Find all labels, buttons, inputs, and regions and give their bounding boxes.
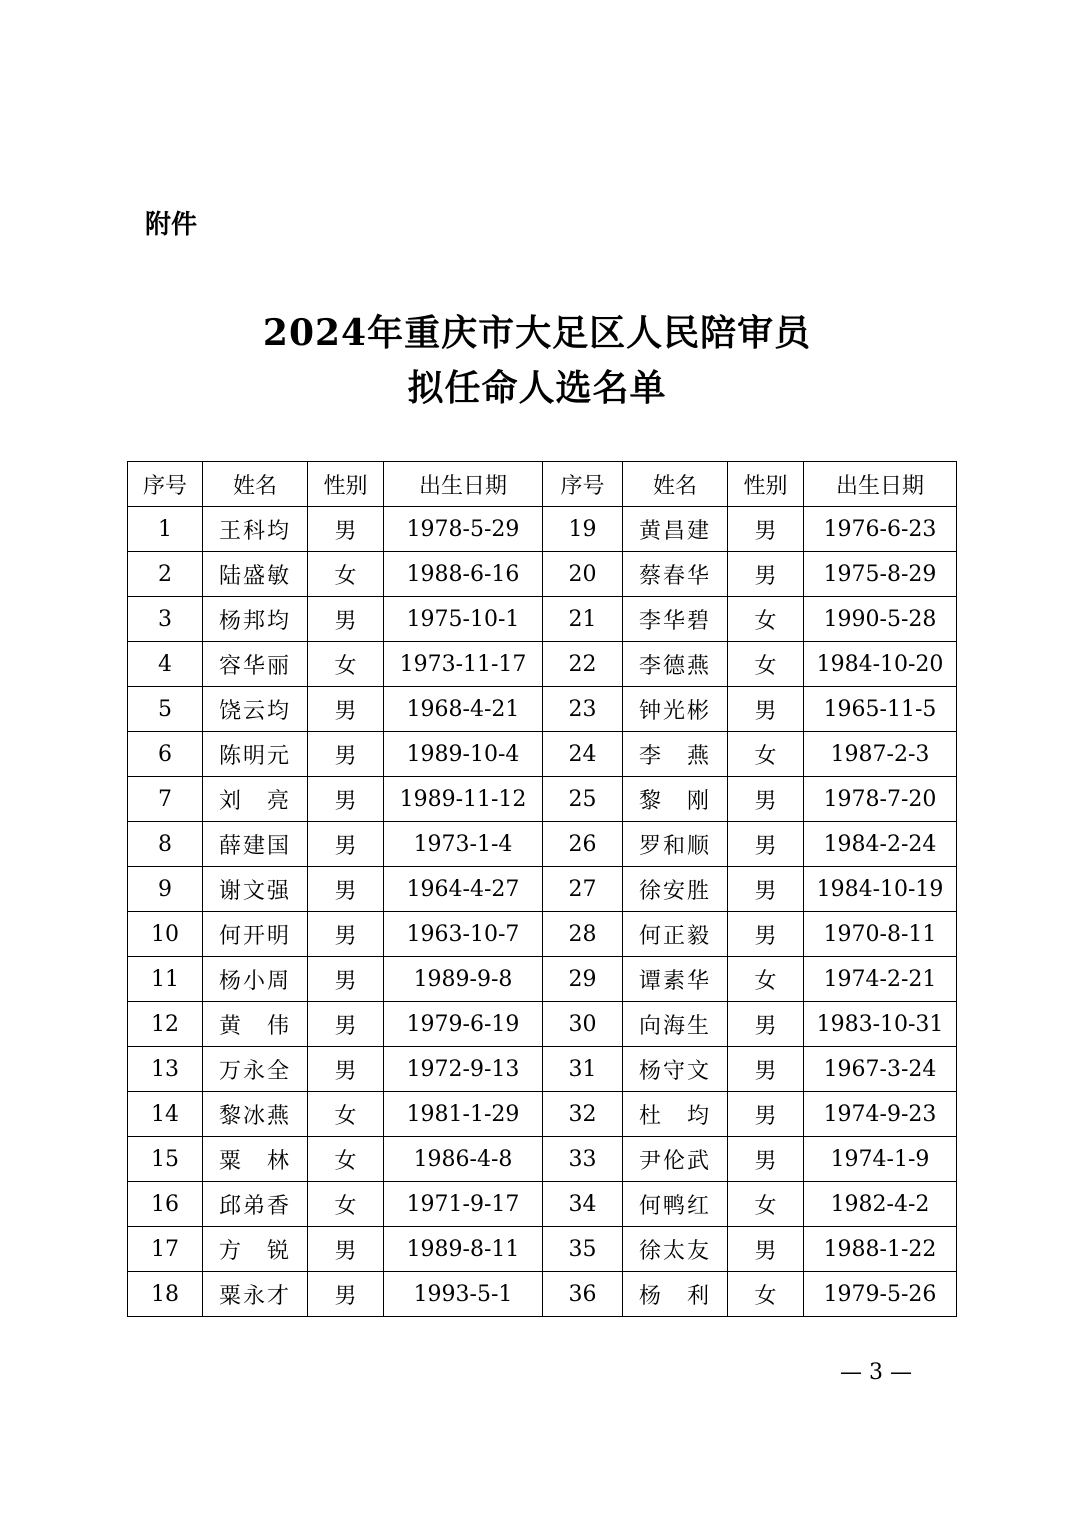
serial-number-cell: 8 (128, 822, 203, 867)
gender-cell: 男 (308, 957, 384, 1002)
column-header: 性别 (308, 462, 384, 507)
column-header: 序号 (128, 462, 203, 507)
gender-cell: 女 (308, 642, 384, 687)
column-header: 性别 (728, 462, 804, 507)
name-cell: 李华碧 (623, 597, 728, 642)
gender-cell: 男 (308, 1002, 384, 1047)
name-cell: 方 锐 (203, 1227, 308, 1272)
attachment-label: 附件 (145, 210, 198, 240)
birth-date-cell: 1978-5-29 (384, 507, 543, 552)
serial-number-cell: 24 (543, 732, 623, 777)
table-row (128, 687, 957, 732)
birth-date-cell: 1981-1-29 (384, 1092, 543, 1137)
name-cell: 谭素华 (623, 957, 728, 1002)
birth-date-cell: 1975-10-1 (384, 597, 543, 642)
birth-date-cell: 1989-10-4 (384, 732, 543, 777)
serial-number-cell: 19 (543, 507, 623, 552)
table-row (128, 912, 957, 957)
birth-date-cell: 1984-10-19 (804, 867, 957, 912)
serial-number-cell: 20 (543, 552, 623, 597)
serial-number-cell: 30 (543, 1002, 623, 1047)
column-header: 姓名 (623, 462, 728, 507)
table-row (128, 1002, 957, 1047)
name-cell: 杨 利 (623, 1272, 728, 1317)
birth-date-cell: 1986-4-8 (384, 1137, 543, 1182)
gender-cell: 女 (728, 957, 804, 1002)
name-cell: 容华丽 (203, 642, 308, 687)
page-number: — 3 — (840, 1360, 912, 1385)
serial-number-cell: 22 (543, 642, 623, 687)
table-body (128, 507, 957, 1317)
table-row (128, 732, 957, 777)
serial-number-cell: 10 (128, 912, 203, 957)
birth-date-cell: 1970-8-11 (804, 912, 957, 957)
serial-number-cell: 14 (128, 1092, 203, 1137)
gender-cell: 男 (728, 777, 804, 822)
document-title-line-1: 2024年重庆市大足区人民陪审员 (262, 312, 812, 354)
serial-number-cell: 26 (543, 822, 623, 867)
serial-number-cell: 21 (543, 597, 623, 642)
document-title-line-2: 拟任命人选名单 (407, 367, 667, 409)
birth-date-cell: 1973-11-17 (384, 642, 543, 687)
name-cell: 何开明 (203, 912, 308, 957)
birth-date-cell: 1984-2-24 (804, 822, 957, 867)
gender-cell: 男 (728, 687, 804, 732)
gender-cell: 女 (728, 1182, 804, 1227)
gender-cell: 男 (728, 912, 804, 957)
birth-date-cell: 1963-10-7 (384, 912, 543, 957)
serial-number-cell: 29 (543, 957, 623, 1002)
gender-cell: 男 (308, 1227, 384, 1272)
serial-number-cell: 6 (128, 732, 203, 777)
birth-date-cell: 1982-4-2 (804, 1182, 957, 1227)
name-cell: 何鸭红 (623, 1182, 728, 1227)
table-row (128, 777, 957, 822)
gender-cell: 男 (308, 597, 384, 642)
serial-number-cell: 5 (128, 687, 203, 732)
table-row (128, 822, 957, 867)
table-row (128, 552, 957, 597)
name-cell: 杨小周 (203, 957, 308, 1002)
birth-date-cell: 1976-6-23 (804, 507, 957, 552)
table-row (128, 642, 957, 687)
serial-number-cell: 25 (543, 777, 623, 822)
birth-date-cell: 1988-1-22 (804, 1227, 957, 1272)
name-cell: 粟永才 (203, 1272, 308, 1317)
name-cell: 黎冰燕 (203, 1092, 308, 1137)
table-row (128, 507, 957, 552)
serial-number-cell: 35 (543, 1227, 623, 1272)
serial-number-cell: 4 (128, 642, 203, 687)
serial-number-cell: 7 (128, 777, 203, 822)
name-cell: 徐太友 (623, 1227, 728, 1272)
name-cell: 黎 刚 (623, 777, 728, 822)
table-row (128, 1137, 957, 1182)
name-cell: 尹伦武 (623, 1137, 728, 1182)
birth-date-cell: 1968-4-21 (384, 687, 543, 732)
column-header: 姓名 (203, 462, 308, 507)
serial-number-cell: 34 (543, 1182, 623, 1227)
name-cell: 蔡春华 (623, 552, 728, 597)
gender-cell: 男 (728, 1092, 804, 1137)
gender-cell: 女 (308, 1182, 384, 1227)
table-row (128, 597, 957, 642)
table-row (128, 1272, 957, 1317)
name-cell: 何正毅 (623, 912, 728, 957)
table-row (128, 867, 957, 912)
birth-date-cell: 1983-10-31 (804, 1002, 957, 1047)
gender-cell: 男 (728, 507, 804, 552)
name-cell: 粟 林 (203, 1137, 308, 1182)
serial-number-cell: 2 (128, 552, 203, 597)
birth-date-cell: 1974-9-23 (804, 1092, 957, 1137)
name-cell: 杜 均 (623, 1092, 728, 1137)
birth-date-cell: 1973-1-4 (384, 822, 543, 867)
birth-date-cell: 1990-5-28 (804, 597, 957, 642)
name-cell: 钟光彬 (623, 687, 728, 732)
table-row (128, 1182, 957, 1227)
name-cell: 陈明元 (203, 732, 308, 777)
table-header-row (128, 462, 957, 507)
name-cell: 罗和顺 (623, 822, 728, 867)
gender-cell: 男 (308, 732, 384, 777)
gender-cell: 男 (308, 507, 384, 552)
serial-number-cell: 36 (543, 1272, 623, 1317)
name-cell: 邱弟香 (203, 1182, 308, 1227)
name-cell: 薛建国 (203, 822, 308, 867)
birth-date-cell: 1978-7-20 (804, 777, 957, 822)
birth-date-cell: 1974-1-9 (804, 1137, 957, 1182)
gender-cell: 男 (728, 1047, 804, 1092)
name-cell: 王科均 (203, 507, 308, 552)
gender-cell: 男 (308, 822, 384, 867)
serial-number-cell: 13 (128, 1047, 203, 1092)
birth-date-cell: 1975-8-29 (804, 552, 957, 597)
column-header: 出生日期 (804, 462, 957, 507)
birth-date-cell: 1984-10-20 (804, 642, 957, 687)
name-cell: 徐安胜 (623, 867, 728, 912)
serial-number-cell: 15 (128, 1137, 203, 1182)
column-header: 序号 (543, 462, 623, 507)
serial-number-cell: 3 (128, 597, 203, 642)
birth-date-cell: 1988-6-16 (384, 552, 543, 597)
serial-number-cell: 28 (543, 912, 623, 957)
serial-number-cell: 33 (543, 1137, 623, 1182)
birth-date-cell: 1993-5-1 (384, 1272, 543, 1317)
serial-number-cell: 17 (128, 1227, 203, 1272)
serial-number-cell: 32 (543, 1092, 623, 1137)
gender-cell: 男 (308, 912, 384, 957)
birth-date-cell: 1989-9-8 (384, 957, 543, 1002)
gender-cell: 男 (728, 1137, 804, 1182)
birth-date-cell: 1972-9-13 (384, 1047, 543, 1092)
gender-cell: 女 (308, 552, 384, 597)
name-cell: 万永全 (203, 1047, 308, 1092)
name-cell: 黄 伟 (203, 1002, 308, 1047)
name-cell: 向海生 (623, 1002, 728, 1047)
gender-cell: 女 (308, 1137, 384, 1182)
gender-cell: 男 (728, 1227, 804, 1272)
gender-cell: 男 (308, 1272, 384, 1317)
gender-cell: 男 (308, 867, 384, 912)
birth-date-cell: 1979-5-26 (804, 1272, 957, 1317)
table-row (128, 1092, 957, 1137)
name-cell: 李 燕 (623, 732, 728, 777)
birth-date-cell: 1979-6-19 (384, 1002, 543, 1047)
gender-cell: 男 (308, 777, 384, 822)
gender-cell: 男 (308, 687, 384, 732)
name-cell: 谢文强 (203, 867, 308, 912)
name-cell: 陆盛敏 (203, 552, 308, 597)
birth-date-cell: 1967-3-24 (804, 1047, 957, 1092)
name-cell: 饶云均 (203, 687, 308, 732)
serial-number-cell: 23 (543, 687, 623, 732)
gender-cell: 女 (728, 642, 804, 687)
birth-date-cell: 1971-9-17 (384, 1182, 543, 1227)
gender-cell: 男 (728, 1002, 804, 1047)
birth-date-cell: 1974-2-21 (804, 957, 957, 1002)
serial-number-cell: 16 (128, 1182, 203, 1227)
gender-cell: 女 (728, 1272, 804, 1317)
birth-date-cell: 1964-4-27 (384, 867, 543, 912)
birth-date-cell: 1989-11-12 (384, 777, 543, 822)
name-cell: 杨守文 (623, 1047, 728, 1092)
serial-number-cell: 11 (128, 957, 203, 1002)
serial-number-cell: 1 (128, 507, 203, 552)
gender-cell: 女 (728, 732, 804, 777)
gender-cell: 男 (728, 552, 804, 597)
serial-number-cell: 18 (128, 1272, 203, 1317)
gender-cell: 女 (308, 1092, 384, 1137)
serial-number-cell: 9 (128, 867, 203, 912)
table-row (128, 957, 957, 1002)
serial-number-cell: 27 (543, 867, 623, 912)
table-row (128, 1227, 957, 1272)
gender-cell: 男 (728, 867, 804, 912)
birth-date-cell: 1989-8-11 (384, 1227, 543, 1272)
gender-cell: 男 (308, 1047, 384, 1092)
table-row (128, 1047, 957, 1092)
gender-cell: 男 (728, 822, 804, 867)
name-cell: 刘 亮 (203, 777, 308, 822)
birth-date-cell: 1965-11-5 (804, 687, 957, 732)
name-cell: 李德燕 (623, 642, 728, 687)
gender-cell: 女 (728, 597, 804, 642)
birth-date-cell: 1987-2-3 (804, 732, 957, 777)
juror-candidate-table (127, 461, 957, 1317)
name-cell: 杨邦均 (203, 597, 308, 642)
serial-number-cell: 12 (128, 1002, 203, 1047)
name-cell: 黄昌建 (623, 507, 728, 552)
serial-number-cell: 31 (543, 1047, 623, 1092)
column-header: 出生日期 (384, 462, 543, 507)
